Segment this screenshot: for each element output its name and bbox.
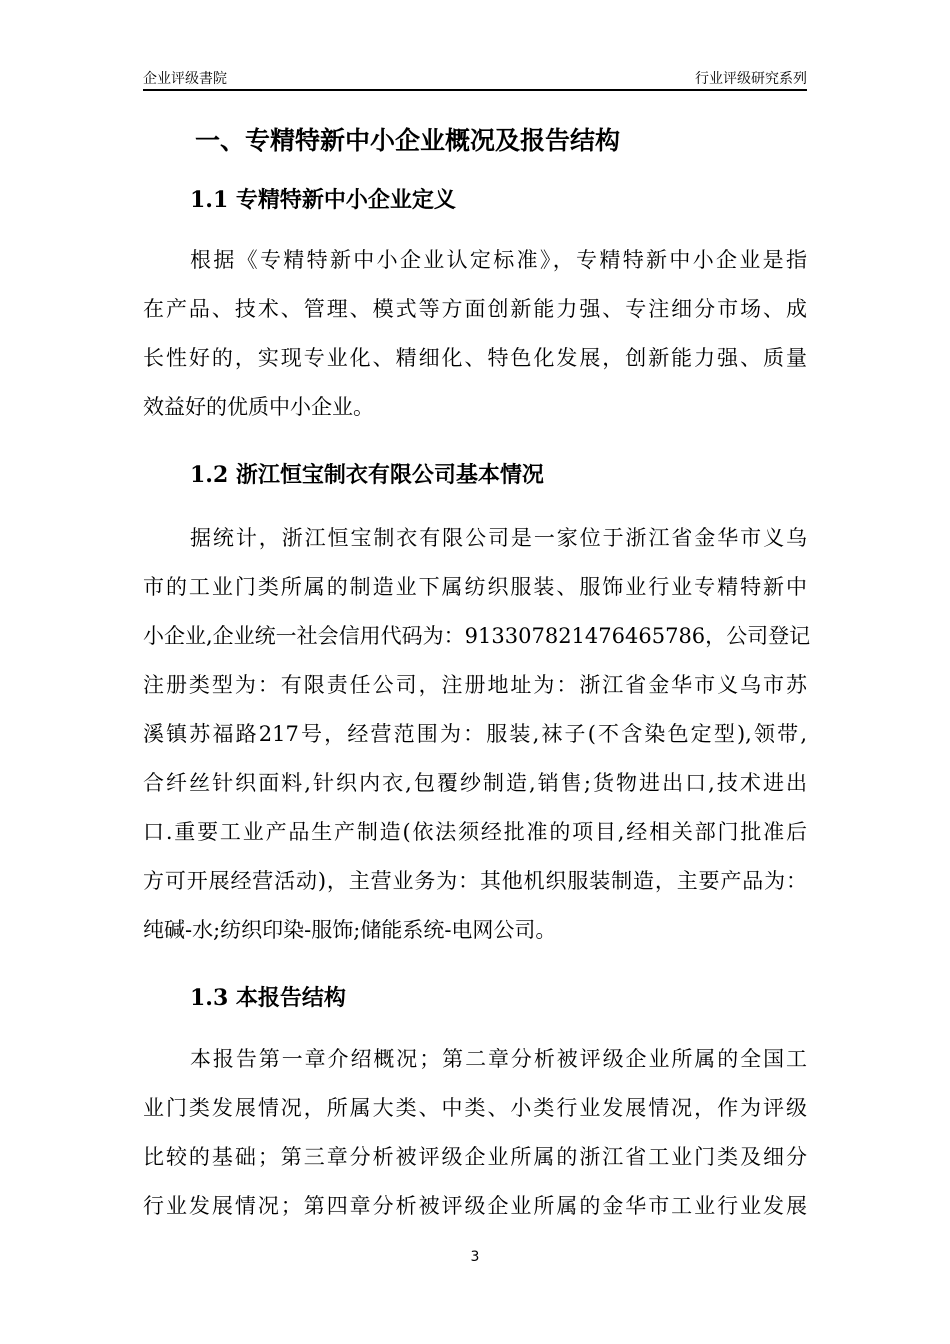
header-rule (143, 89, 807, 91)
text-line: 长性好的，实现专业化、精细化、特色化发展，创新能力强、质量 (143, 346, 807, 370)
section-paragraph-1-2 (143, 523, 811, 964)
section-heading-1-1: 1.1 专精特新中小企业定义 (190, 187, 456, 213)
header-right: 行业评级研究系列 (695, 71, 807, 87)
text-line: 效益好的优质中小企业。 (143, 395, 374, 419)
header-left: 企业评级書院 (143, 71, 227, 87)
text-line: 方可开展经营活动)，主营业务为：其他机织服装制造，主要产品为： (143, 869, 807, 893)
text-line: 合纤丝针织面料,针织内衣,包覆纱制造,销售;货物进出口,技术进出 (143, 771, 807, 795)
text-line: 口.重要工业产品生产制造(依法须经批准的项目,经相关部门批准后 (143, 820, 807, 844)
text-line: 比较的基础；第三章分析被评级企业所属的浙江省工业门类及细分 (143, 1145, 807, 1169)
page-number: 3 (470, 1249, 480, 1265)
text-line: 行业发展情况；第四章分析被评级企业所属的金华市工业行业发展 (143, 1194, 807, 1218)
text-line: 市的工业门类所属的制造业下属纺织服装、服饰业行业专精特新中 (143, 575, 807, 599)
section-heading-1-2: 1.2 浙江恒宝制衣有限公司基本情况 (190, 462, 544, 488)
text-line: 据统计，浙江恒宝制衣有限公司是一家位于浙江省金华市义乌 (190, 526, 807, 550)
text-line: 本报告第一章介绍概况；第二章分析被评级企业所属的全国工 (190, 1047, 807, 1071)
text-line: 在产品、技术、管理、模式等方面创新能力强、专注细分市场、成 (143, 297, 807, 321)
text-line: 业门类发展情况，所属大类、中类、小类行业发展情况，作为评级 (143, 1096, 807, 1120)
text-line: 溪镇苏福路217号，经营范围为：服装,袜子(不含染色定型),领带, (143, 722, 807, 746)
section-paragraph-1-1 (143, 245, 807, 441)
text-line: 根据《专精特新中小企业认定标准》，专精特新中小企业是指 (190, 248, 807, 272)
section-heading-1-3: 1.3 本报告结构 (190, 985, 346, 1011)
text-line: 纯碱-水;纺织印染-服饰;储能系统-电网公司。 (143, 918, 557, 942)
text-line: 小企业,企业统一社会信用代码为：913307821476465786，公司登记 (143, 624, 811, 648)
section-paragraph-1-3 (143, 1044, 807, 1240)
text-line: 注册类型为：有限责任公司，注册地址为：浙江省金华市义乌市苏 (143, 673, 807, 697)
chapter-title: 一、专精特新中小企业概况及报告结构 (195, 126, 621, 155)
